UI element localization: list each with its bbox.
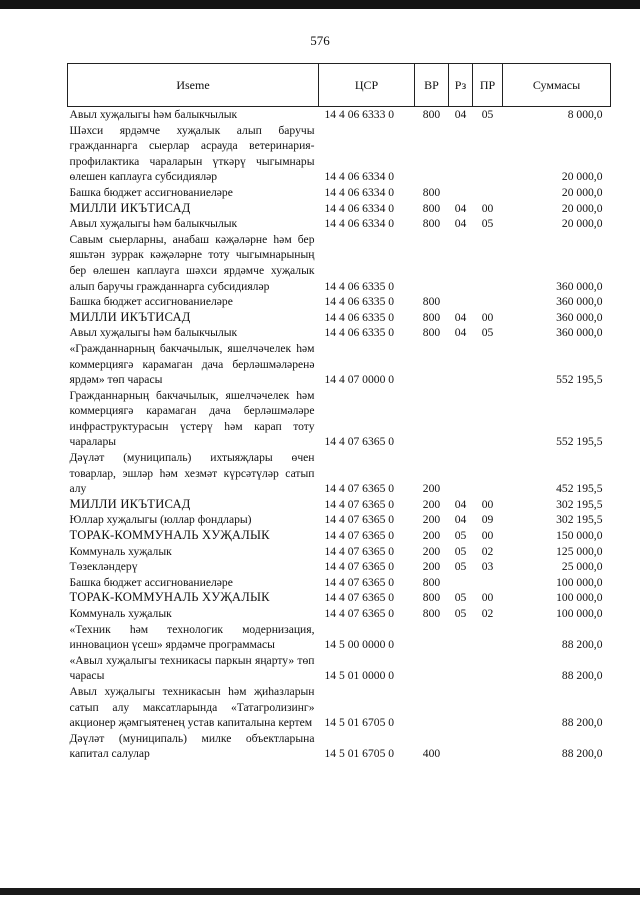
row-rz-cell <box>449 341 473 388</box>
table-row <box>68 606 611 622</box>
row-vr-cell: 800 <box>422 326 441 340</box>
row-sum-cell: 150 000,0 <box>556 529 603 543</box>
row-sum-cell: 302 195,5 <box>556 513 603 527</box>
row-rz-cell: 04 <box>454 217 467 231</box>
table-row <box>68 294 611 310</box>
row-name-cell: МИЛЛИ ИКЪТИСАД <box>69 200 191 215</box>
row-name-cell: Коммуналь хуҗалык <box>69 607 172 620</box>
row-rz-cell: 04 <box>454 497 467 511</box>
row-rz-cell: 04 <box>454 513 467 527</box>
row-csr-cell: 14 4 07 6365 0 <box>324 529 395 543</box>
row-csr-cell: 14 4 07 0000 0 <box>324 373 395 387</box>
row-name-cell: Юллар хуҗалыгы (юллар фондлары) <box>69 513 252 527</box>
row-vr-cell: 800 <box>422 591 441 605</box>
row-csr-cell: 14 5 00 0000 0 <box>324 638 395 652</box>
row-csr-cell: 14 4 07 6365 0 <box>324 575 395 589</box>
row-rz-cell: 05 <box>454 591 467 605</box>
row-vr-cell: 200 <box>422 529 441 543</box>
row-sum-cell: 360 000,0 <box>556 310 603 324</box>
row-csr-cell: 14 4 06 6334 0 <box>324 185 395 199</box>
row-rz-cell: 04 <box>454 108 467 121</box>
row-rz-cell: 05 <box>454 560 467 574</box>
row-name-cell: «Авыл хуҗалыгы техникасы паркын яңарту» төп чарасы <box>69 653 315 683</box>
header-vr: ВР <box>415 64 449 107</box>
table-row <box>68 590 611 606</box>
table-header-row <box>68 64 611 107</box>
row-name-cell: Авыл хуҗалыгы һәм балыкчылык <box>69 326 238 340</box>
row-sum-cell: 552 195,5 <box>556 373 603 387</box>
row-rz-cell <box>449 123 473 185</box>
table-row <box>68 232 611 294</box>
row-vr-cell <box>415 684 449 731</box>
row-pr-cell <box>473 185 503 201</box>
row-sum-cell: 88 200,0 <box>561 669 603 683</box>
page-number: 576 <box>310 33 330 48</box>
row-name-cell: Шәхси ярдәмче хуҗалык алып баручы гражданнарга сыерлар асрауда ветеринария-профилактика чараларын үткәрү чыгымнары өлешен каплауга субсидияләр <box>69 123 315 184</box>
row-sum-cell: 125 000,0 <box>556 544 603 558</box>
row-name-cell: Гражданнарның бакчачылык, яшелчәчелек һәм коммерциягә карамаган дача берләшмәләре инфраструктурасын үстерү һәм карап тоту чаралары <box>69 388 315 449</box>
row-sum-cell: 88 200,0 <box>561 638 603 652</box>
row-sum-cell: 20 000,0 <box>561 217 603 231</box>
row-csr-cell: 14 4 06 6335 0 <box>324 326 395 340</box>
row-pr-cell <box>473 450 503 497</box>
row-csr-cell: 14 4 07 6365 0 <box>324 591 395 605</box>
row-rz-cell: 05 <box>454 544 467 558</box>
row-name-cell: МИЛЛИ ИКЪТИСАД <box>69 496 191 511</box>
table-row <box>68 575 611 591</box>
row-csr-cell: 14 5 01 0000 0 <box>324 669 395 683</box>
row-csr-cell: 14 4 06 6334 0 <box>324 217 395 231</box>
row-name-cell: МИЛЛИ ИКЪТИСАД <box>69 309 191 324</box>
row-csr-cell: 14 4 06 6333 0 <box>324 108 395 121</box>
table-row <box>68 512 611 528</box>
row-rz-cell: 04 <box>454 326 467 340</box>
row-rz-cell: 04 <box>454 201 467 215</box>
budget-table <box>67 63 611 762</box>
row-pr-cell: 05 <box>481 217 494 231</box>
table-row <box>68 325 611 341</box>
row-name-cell: Савым сыерларны, анабаш кәҗәләрне һәм бер яшьтән зуррак кәҗәләрне тоту чыгымнарының бер өлешен каплауга шәхси ярдәмче хуҗалык алып баручы гражданнарга субсидияләр <box>69 232 315 293</box>
row-sum-cell: 20 000,0 <box>561 201 603 215</box>
row-pr-cell: 05 <box>481 108 494 121</box>
row-pr-cell: 00 <box>481 497 494 511</box>
table-row <box>68 123 611 185</box>
row-vr-cell <box>415 388 449 450</box>
row-sum-cell: 452 195,5 <box>556 482 603 496</box>
row-name-cell: ТОРАК-КОММУНАЛЬ ХУҖАЛЫК <box>69 528 270 543</box>
row-pr-cell: 02 <box>481 607 494 620</box>
table-body <box>68 107 611 762</box>
row-pr-cell: 05 <box>481 326 494 340</box>
header-sum: Суммасы <box>503 64 611 107</box>
table-row <box>68 653 611 684</box>
row-rz-cell: 05 <box>454 607 467 620</box>
row-csr-cell: 14 5 01 6705 0 <box>324 716 395 730</box>
row-sum-cell: 8 000,0 <box>567 108 603 121</box>
row-name-cell: Авыл хуҗалыгы һәм балыкчылык <box>69 217 238 231</box>
row-rz-cell <box>449 653 473 684</box>
row-sum-cell: 552 195,5 <box>556 435 603 449</box>
row-csr-cell: 14 4 07 6365 0 <box>324 607 395 620</box>
table-row <box>68 544 611 560</box>
row-rz-cell: 04 <box>454 310 467 324</box>
table-row <box>68 216 611 232</box>
table-row <box>68 450 611 497</box>
row-csr-cell: 14 4 07 6365 0 <box>324 497 395 511</box>
row-sum-cell: 360 000,0 <box>556 326 603 340</box>
header-pr: ПР <box>473 64 503 107</box>
row-vr-cell: 800 <box>422 295 441 309</box>
row-name-cell: Төзекләндерү <box>69 560 138 574</box>
row-name-cell: Авыл хуҗалыгы һәм балыкчылык <box>69 108 238 121</box>
row-pr-cell <box>473 123 503 185</box>
row-name-cell: ТОРАК-КОММУНАЛЬ ХУҖАЛЫК <box>69 590 270 605</box>
row-rz-cell <box>449 450 473 497</box>
row-vr-cell: 800 <box>422 108 441 121</box>
row-rz-cell <box>449 388 473 450</box>
row-pr-cell <box>473 294 503 310</box>
row-rz-cell <box>449 684 473 731</box>
row-sum-cell: 100 000,0 <box>556 607 603 620</box>
row-vr-cell: 200 <box>422 544 441 558</box>
row-pr-cell <box>473 622 503 653</box>
table-row <box>68 622 611 653</box>
row-csr-cell: 14 4 07 6365 0 <box>324 435 395 449</box>
row-rz-cell: 05 <box>454 529 467 543</box>
row-vr-cell: 200 <box>422 513 441 527</box>
table-row <box>68 185 611 201</box>
row-pr-cell: 00 <box>481 310 494 324</box>
row-vr-cell: 200 <box>422 497 441 511</box>
row-vr-cell: 200 <box>422 560 441 574</box>
header-csr: ЦСР <box>319 64 415 107</box>
row-name-cell: «Гражданнарның бакчачылык, яшелчәчелек һәм коммерциягә карамаган дача берләшмәләренә ярдәм» төп чарасы <box>69 341 315 387</box>
row-csr-cell: 14 4 06 6335 0 <box>324 295 395 309</box>
row-rz-cell <box>449 185 473 201</box>
row-rz-cell <box>449 232 473 294</box>
header-name: Иseme <box>68 64 319 107</box>
row-csr-cell: 14 4 06 6335 0 <box>324 310 395 324</box>
header-rz: Рз <box>449 64 473 107</box>
table-row <box>68 731 611 762</box>
table-row <box>68 107 611 123</box>
row-pr-cell: 00 <box>481 591 494 605</box>
table-row <box>68 528 611 544</box>
table-row <box>68 684 611 731</box>
row-pr-cell <box>473 653 503 684</box>
row-sum-cell: 88 200,0 <box>561 716 603 730</box>
table-row <box>68 201 611 217</box>
row-sum-cell: 20 000,0 <box>561 185 603 199</box>
row-vr-cell <box>415 341 449 388</box>
row-csr-cell: 14 4 06 6335 0 <box>324 279 395 293</box>
row-sum-cell: 100 000,0 <box>556 591 603 605</box>
table-row <box>68 559 611 575</box>
row-vr-cell: 200 <box>422 482 441 496</box>
row-sum-cell: 20 000,0 <box>561 170 603 184</box>
row-sum-cell: 100 000,0 <box>556 575 603 589</box>
row-pr-cell <box>473 684 503 731</box>
row-pr-cell <box>473 388 503 450</box>
row-pr-cell <box>473 731 503 762</box>
row-csr-cell: 14 4 07 6365 0 <box>324 544 395 558</box>
row-pr-cell: 00 <box>481 529 494 543</box>
table-row <box>68 341 611 388</box>
row-vr-cell: 800 <box>422 310 441 324</box>
row-vr-cell <box>415 622 449 653</box>
table-row <box>68 388 611 450</box>
row-vr-cell: 400 <box>422 747 441 761</box>
row-csr-cell: 14 4 06 6334 0 <box>324 201 395 215</box>
row-pr-cell: 09 <box>481 513 494 527</box>
row-sum-cell: 25 000,0 <box>561 560 603 574</box>
row-csr-cell: 14 4 07 6365 0 <box>324 560 395 574</box>
row-csr-cell: 14 5 01 6705 0 <box>324 747 395 761</box>
row-name-cell: Авыл хуҗалыгы техникасын һәм җиһазларын сатып алу максатларында «Татагролизинг» акционер җәмгыятенең устав капиталына кертем <box>69 684 315 730</box>
table-row <box>68 497 611 513</box>
row-vr-cell: 800 <box>422 607 441 620</box>
row-name-cell: Башка бюджет ассигнованиеләре <box>69 185 233 199</box>
row-vr-cell <box>415 123 449 185</box>
row-sum-cell: 88 200,0 <box>561 747 603 761</box>
row-sum-cell: 360 000,0 <box>556 295 603 309</box>
row-rz-cell <box>449 575 473 591</box>
row-vr-cell: 800 <box>422 185 441 199</box>
row-sum-cell: 360 000,0 <box>556 279 603 293</box>
row-name-cell: Башка бюджет ассигнованиеләре <box>69 295 233 309</box>
row-vr-cell: 800 <box>422 575 441 589</box>
row-pr-cell <box>473 341 503 388</box>
row-vr-cell <box>415 653 449 684</box>
row-vr-cell <box>415 232 449 294</box>
row-rz-cell <box>449 622 473 653</box>
row-sum-cell: 302 195,5 <box>556 497 603 511</box>
table-row <box>68 310 611 326</box>
row-pr-cell: 02 <box>481 544 494 558</box>
scan-top-border <box>0 0 640 9</box>
row-name-cell: Дәүләт (муниципаль) ихтыяҗлары өчен товарлар, эшләр һәм хезмәт күрсәтүләр сатып алу <box>69 451 315 496</box>
row-vr-cell: 800 <box>422 201 441 215</box>
row-csr-cell: 14 4 06 6334 0 <box>324 170 395 184</box>
row-name-cell: Коммуналь хуҗалык <box>69 544 172 558</box>
row-rz-cell <box>449 294 473 310</box>
row-csr-cell: 14 4 07 6365 0 <box>324 513 395 527</box>
row-name-cell: Дәүләт (муниципаль) милке объектларына капитал салулар <box>69 731 315 761</box>
scan-bottom-border <box>0 888 640 895</box>
row-pr-cell: 03 <box>481 560 494 574</box>
row-pr-cell <box>473 232 503 294</box>
row-pr-cell <box>473 575 503 591</box>
row-csr-cell: 14 4 07 6365 0 <box>324 482 395 496</box>
row-name-cell: Башка бюджет ассигнованиеләре <box>69 575 233 589</box>
row-vr-cell: 800 <box>422 217 441 231</box>
row-rz-cell <box>449 731 473 762</box>
row-pr-cell: 00 <box>481 201 494 215</box>
row-name-cell: «Техник һәм технологик модернизация, инновацион үсеш» ярдәмче программасы <box>69 622 315 652</box>
